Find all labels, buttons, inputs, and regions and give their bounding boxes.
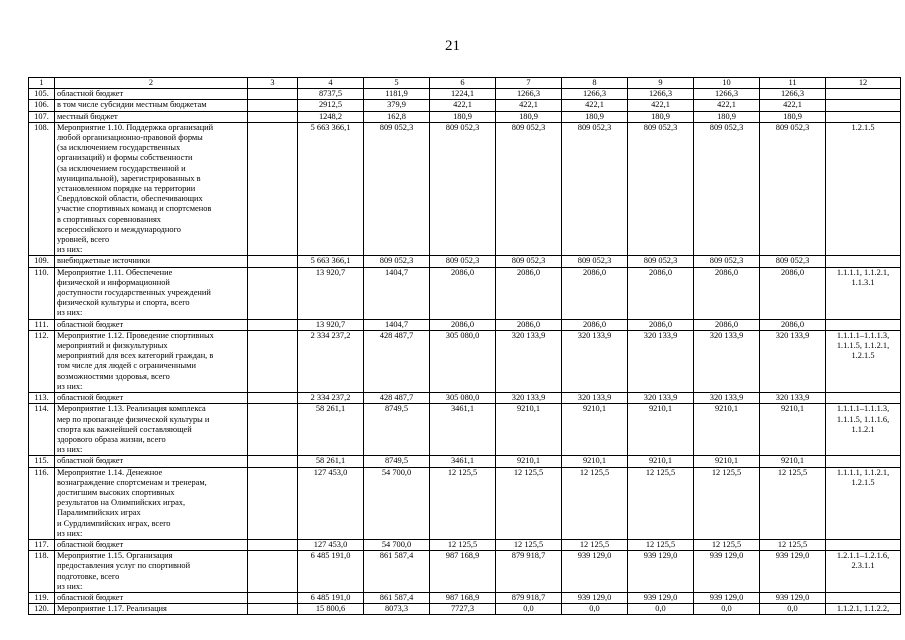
row-target-cell (826, 539, 901, 550)
row-value-cell: 809 052,3 (694, 256, 760, 267)
row-value-cell: 809 052,3 (364, 256, 430, 267)
header-cell: 3 (248, 78, 298, 89)
table-row (29, 100, 901, 111)
row-value-cell: 939 129,0 (628, 551, 694, 593)
table-row (29, 604, 901, 615)
table-row (29, 551, 901, 593)
row-value-cell: 2086,0 (694, 267, 760, 319)
row-value-cell: 422,1 (694, 100, 760, 111)
row-value-cell: 320 133,9 (628, 330, 694, 392)
row-name-cell: внебюджетные источники (55, 256, 248, 267)
row-value-cell: 127 453,0 (298, 539, 364, 550)
row-col3-cell (248, 100, 298, 111)
row-value-cell: 180,9 (628, 111, 694, 122)
row-value-cell: 8749,5 (364, 456, 430, 467)
row-name-cell: областной бюджет (55, 456, 248, 467)
row-target-cell: 1.1.1.1–1.1.1.3, 1.1.1.5, 1.1.1.6, 1.1.2.1 (826, 404, 901, 456)
row-value-cell: 0,0 (562, 604, 628, 615)
table-row (29, 256, 901, 267)
row-value-cell: 939 129,0 (760, 551, 826, 593)
table-row (29, 267, 901, 319)
row-col3-cell (248, 467, 298, 539)
row-value-cell: 9210,1 (628, 404, 694, 456)
row-value-cell: 8749,5 (364, 404, 430, 456)
row-value-cell: 2086,0 (760, 267, 826, 319)
row-value-cell: 2912,5 (298, 100, 364, 111)
row-target-cell (826, 111, 901, 122)
row-number-cell: 110. (29, 267, 55, 319)
table-row (29, 393, 901, 404)
row-col3-cell (248, 256, 298, 267)
table-row (29, 122, 901, 256)
row-value-cell: 3461,1 (430, 456, 496, 467)
row-value-cell: 422,1 (760, 100, 826, 111)
row-value-cell: 320 133,9 (760, 393, 826, 404)
row-value-cell: 2086,0 (760, 319, 826, 330)
row-number-cell: 109. (29, 256, 55, 267)
row-value-cell: 305 080,0 (430, 393, 496, 404)
row-number-cell: 112. (29, 330, 55, 392)
row-target-cell: 1.1.1.1, 1.1.2.1, 1.2.1.5 (826, 467, 901, 539)
table-row (29, 467, 901, 539)
row-value-cell: 809 052,3 (430, 256, 496, 267)
row-value-cell: 9210,1 (760, 456, 826, 467)
header-cell: 5 (364, 78, 430, 89)
row-number-cell: 116. (29, 467, 55, 539)
row-value-cell: 12 125,5 (562, 539, 628, 550)
row-number-cell: 114. (29, 404, 55, 456)
row-name-cell: областной бюджет (55, 393, 248, 404)
row-name-cell: областной бюджет (55, 319, 248, 330)
header-cell: 2 (55, 78, 248, 89)
row-value-cell: 2086,0 (694, 319, 760, 330)
budget-table (28, 77, 901, 615)
row-value-cell: 939 129,0 (628, 592, 694, 603)
row-value-cell: 12 125,5 (430, 539, 496, 550)
row-value-cell: 987 168,9 (430, 592, 496, 603)
row-col3-cell (248, 551, 298, 593)
row-value-cell: 1181,9 (364, 89, 430, 100)
row-target-cell (826, 456, 901, 467)
row-value-cell: 1266,3 (628, 89, 694, 100)
row-value-cell: 12 125,5 (760, 467, 826, 539)
row-value-cell: 1266,3 (562, 89, 628, 100)
row-name-cell: местный бюджет (55, 111, 248, 122)
row-value-cell: 809 052,3 (364, 122, 430, 256)
row-name-cell: Мероприятие 1.11. Обеспечение физической и информационной доступности государственных учреждений физической культуры и спорта, всего из них: (55, 267, 248, 319)
row-col3-cell (248, 122, 298, 256)
row-value-cell: 320 133,9 (496, 393, 562, 404)
header-cell: 8 (562, 78, 628, 89)
row-value-cell: 2 334 237,2 (298, 393, 364, 404)
row-value-cell: 9210,1 (496, 404, 562, 456)
row-target-cell (826, 319, 901, 330)
header-cell: 10 (694, 78, 760, 89)
row-value-cell: 6 485 191,0 (298, 551, 364, 593)
table-row (29, 592, 901, 603)
row-name-cell: Мероприятие 1.12. Проведение спортивных мероприятий и физкультурных мероприятий для всех категорий граждан, в том числе для людей с ограниченными возможностями здоровья, всего из них: (55, 330, 248, 392)
row-value-cell: 2086,0 (562, 267, 628, 319)
row-number-cell: 120. (29, 604, 55, 615)
row-value-cell: 9210,1 (694, 404, 760, 456)
row-value-cell: 12 125,5 (430, 467, 496, 539)
row-col3-cell (248, 456, 298, 467)
row-target-cell (826, 256, 901, 267)
row-value-cell: 9210,1 (562, 404, 628, 456)
row-name-cell: Мероприятие 1.17. Реализация (55, 604, 248, 615)
row-target-cell: 1.2.1.5 (826, 122, 901, 256)
row-value-cell: 8073,3 (364, 604, 430, 615)
row-value-cell: 879 918,7 (496, 592, 562, 603)
row-value-cell: 2086,0 (496, 267, 562, 319)
row-value-cell: 809 052,3 (760, 122, 826, 256)
row-value-cell: 320 133,9 (694, 330, 760, 392)
row-value-cell: 9210,1 (760, 404, 826, 456)
row-value-cell: 939 129,0 (562, 592, 628, 603)
row-value-cell: 861 587,4 (364, 551, 430, 593)
row-value-cell: 809 052,3 (628, 122, 694, 256)
row-col3-cell (248, 393, 298, 404)
row-value-cell: 320 133,9 (694, 393, 760, 404)
row-value-cell: 1224,1 (430, 89, 496, 100)
row-value-cell: 809 052,3 (496, 122, 562, 256)
row-col3-cell (248, 111, 298, 122)
row-col3-cell (248, 89, 298, 100)
row-value-cell: 809 052,3 (496, 256, 562, 267)
row-value-cell: 1404,7 (364, 267, 430, 319)
page-number: 21 (445, 38, 460, 54)
row-number-cell: 105. (29, 89, 55, 100)
row-name-cell: областной бюджет (55, 539, 248, 550)
table-row (29, 330, 901, 392)
row-value-cell: 939 129,0 (760, 592, 826, 603)
row-value-cell: 809 052,3 (562, 122, 628, 256)
row-value-cell: 13 920,7 (298, 319, 364, 330)
table-row (29, 539, 901, 550)
row-value-cell: 428 487,7 (364, 330, 430, 392)
row-value-cell: 5 663 366,1 (298, 122, 364, 256)
row-value-cell: 1404,7 (364, 319, 430, 330)
row-value-cell: 320 133,9 (760, 330, 826, 392)
row-col3-cell (248, 539, 298, 550)
row-value-cell: 3461,1 (430, 404, 496, 456)
row-target-cell: 1.1.1.1–1.1.1.3, 1.1.1.5, 1.1.2.1, 1.2.1.5 (826, 330, 901, 392)
row-value-cell: 2086,0 (562, 319, 628, 330)
row-value-cell: 879 918,7 (496, 551, 562, 593)
row-value-cell: 2086,0 (430, 267, 496, 319)
row-value-cell: 809 052,3 (694, 122, 760, 256)
row-value-cell: 305 080,0 (430, 330, 496, 392)
row-value-cell: 379,9 (364, 100, 430, 111)
row-target-cell: 1.1.1.1, 1.1.2.1, 1.1.3.1 (826, 267, 901, 319)
row-number-cell: 117. (29, 539, 55, 550)
row-value-cell: 987 168,9 (430, 551, 496, 593)
row-value-cell: 1266,3 (496, 89, 562, 100)
table-row (29, 89, 901, 100)
row-value-cell: 180,9 (430, 111, 496, 122)
row-value-cell: 9210,1 (628, 456, 694, 467)
row-value-cell: 12 125,5 (628, 539, 694, 550)
row-value-cell: 8737,5 (298, 89, 364, 100)
table-row (29, 456, 901, 467)
row-value-cell: 1266,3 (760, 89, 826, 100)
row-value-cell: 422,1 (496, 100, 562, 111)
row-value-cell: 809 052,3 (760, 256, 826, 267)
row-value-cell: 0,0 (496, 604, 562, 615)
row-number-cell: 106. (29, 100, 55, 111)
row-value-cell: 2 334 237,2 (298, 330, 364, 392)
row-value-cell: 0,0 (694, 604, 760, 615)
header-cell: 12 (826, 78, 901, 89)
row-target-cell: 1.1.2.1, 1.1.2.2, (826, 604, 901, 615)
row-name-cell: областной бюджет (55, 592, 248, 603)
row-value-cell: 15 800,6 (298, 604, 364, 615)
header-cell: 9 (628, 78, 694, 89)
row-value-cell: 180,9 (496, 111, 562, 122)
row-value-cell: 13 920,7 (298, 267, 364, 319)
header-cell: 4 (298, 78, 364, 89)
row-target-cell (826, 592, 901, 603)
row-number-cell: 115. (29, 456, 55, 467)
header-cell: 6 (430, 78, 496, 89)
row-value-cell: 54 700,0 (364, 467, 430, 539)
row-value-cell: 422,1 (628, 100, 694, 111)
row-number-cell: 111. (29, 319, 55, 330)
row-value-cell: 12 125,5 (496, 539, 562, 550)
row-value-cell: 320 133,9 (562, 393, 628, 404)
row-number-cell: 119. (29, 592, 55, 603)
row-value-cell: 428 487,7 (364, 393, 430, 404)
row-value-cell: 2086,0 (430, 319, 496, 330)
row-name-cell: Мероприятие 1.10. Поддержка организаций любой организационно-правовой формы (за исключением государственных организаций) и формы собственности (за исключением государственной и муниципальной), зарегистрированных в установленном порядке на территории Свердловской области, обеспечивающих участие спортивных команд и спортсменов в спортивных соревнованиях всероссийского и международного уровней, всего из них: (55, 122, 248, 256)
row-value-cell: 180,9 (562, 111, 628, 122)
row-value-cell: 939 129,0 (562, 551, 628, 593)
row-value-cell: 9210,1 (562, 456, 628, 467)
row-value-cell: 12 125,5 (562, 467, 628, 539)
row-col3-cell (248, 319, 298, 330)
row-value-cell: 180,9 (694, 111, 760, 122)
row-value-cell: 320 133,9 (496, 330, 562, 392)
row-name-cell: Мероприятие 1.13. Реализация комплекса мер по пропаганде физической культуры и спорта как важнейшей составляющей здорового образа жизни, всего из них: (55, 404, 248, 456)
row-name-cell: областной бюджет (55, 89, 248, 100)
row-value-cell: 9210,1 (496, 456, 562, 467)
row-value-cell: 1266,3 (694, 89, 760, 100)
row-value-cell: 320 133,9 (628, 393, 694, 404)
row-target-cell: 1.2.1.1–1.2.1.6, 2.3.1.1 (826, 551, 901, 593)
row-col3-cell (248, 267, 298, 319)
row-value-cell: 939 129,0 (694, 592, 760, 603)
row-value-cell: 180,9 (760, 111, 826, 122)
row-col3-cell (248, 592, 298, 603)
row-value-cell: 12 125,5 (496, 467, 562, 539)
row-value-cell: 162,8 (364, 111, 430, 122)
row-value-cell: 320 133,9 (562, 330, 628, 392)
row-value-cell: 861 587,4 (364, 592, 430, 603)
table-row (29, 404, 901, 456)
row-number-cell: 118. (29, 551, 55, 593)
row-value-cell: 5 663 366,1 (298, 256, 364, 267)
row-value-cell: 2086,0 (496, 319, 562, 330)
row-value-cell: 422,1 (562, 100, 628, 111)
row-value-cell: 7727,3 (430, 604, 496, 615)
row-value-cell: 54 700,0 (364, 539, 430, 550)
row-target-cell (826, 100, 901, 111)
row-number-cell: 108. (29, 122, 55, 256)
row-col3-cell (248, 404, 298, 456)
row-value-cell: 0,0 (760, 604, 826, 615)
table-row (29, 111, 901, 122)
header-cell: 1 (29, 78, 55, 89)
row-value-cell: 127 453,0 (298, 467, 364, 539)
row-col3-cell (248, 330, 298, 392)
table-row (29, 319, 901, 330)
row-value-cell: 939 129,0 (694, 551, 760, 593)
row-value-cell: 12 125,5 (694, 467, 760, 539)
row-value-cell: 58 261,1 (298, 404, 364, 456)
row-value-cell: 2086,0 (628, 267, 694, 319)
row-value-cell: 2086,0 (628, 319, 694, 330)
row-value-cell: 422,1 (430, 100, 496, 111)
row-number-cell: 107. (29, 111, 55, 122)
header-cell: 11 (760, 78, 826, 89)
header-cell: 7 (496, 78, 562, 89)
row-value-cell: 809 052,3 (628, 256, 694, 267)
row-name-cell: в том числе субсидии местным бюджетам (55, 100, 248, 111)
row-target-cell (826, 89, 901, 100)
row-value-cell: 12 125,5 (628, 467, 694, 539)
row-value-cell: 1248,2 (298, 111, 364, 122)
row-target-cell (826, 393, 901, 404)
row-value-cell: 58 261,1 (298, 456, 364, 467)
row-name-cell: Мероприятие 1.14. Денежное вознаграждение спортсменам и тренерам, достигшим высоких спортивных результатов на Олимпийских играх, Паралимпийских играх и Сурдлимпийских играх, всего из них: (55, 467, 248, 539)
row-value-cell: 809 052,3 (430, 122, 496, 256)
row-value-cell: 9210,1 (694, 456, 760, 467)
row-value-cell: 12 125,5 (694, 539, 760, 550)
row-value-cell: 6 485 191,0 (298, 592, 364, 603)
row-name-cell: Мероприятие 1.15. Организация предоставления услуг по спортивной подготовке, всего из них: (55, 551, 248, 593)
row-value-cell: 0,0 (628, 604, 694, 615)
row-number-cell: 113. (29, 393, 55, 404)
row-value-cell: 809 052,3 (562, 256, 628, 267)
row-col3-cell (248, 604, 298, 615)
row-value-cell: 12 125,5 (760, 539, 826, 550)
header-row (29, 78, 901, 89)
